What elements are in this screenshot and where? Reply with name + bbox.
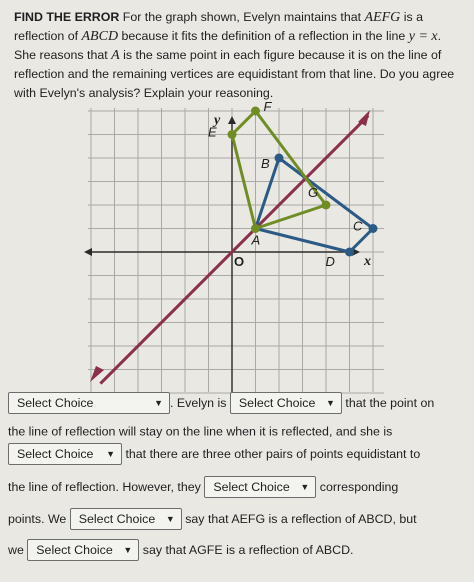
point-label-f: F bbox=[263, 99, 272, 114]
reflection-line-arrow-lower bbox=[90, 366, 104, 382]
x-axis-label: x bbox=[364, 254, 371, 269]
choice-select-5[interactable] bbox=[70, 508, 182, 530]
problem-text-4: . She reasons that bbox=[14, 29, 442, 62]
vertex-c bbox=[369, 224, 378, 233]
problem-text-3: because it fits the definition of a reflection in the line bbox=[118, 29, 409, 43]
choice-select-3[interactable] bbox=[8, 443, 122, 465]
choice-select-5-value: Select Choice bbox=[78, 512, 156, 526]
answer-text-5: the line of reflection. However, they bbox=[8, 480, 201, 494]
x-axis-arrow-left bbox=[84, 248, 92, 256]
answer-text-2: that the point on bbox=[345, 396, 435, 410]
line-equation: y = x bbox=[408, 29, 438, 44]
point-label-b: B bbox=[261, 156, 270, 171]
choice-select-1-value: Select Choice bbox=[17, 396, 94, 410]
point-label-a: A bbox=[251, 232, 261, 248]
vertex-e bbox=[228, 130, 237, 139]
vertex-g bbox=[322, 201, 331, 210]
problem-text-2: is a reflection of bbox=[14, 10, 424, 43]
problem-text-5: is the same point in each figure because it is on the line of reflection and the remaining vertices are equidistant from that line. Do you agree with Evelyn's analysis? Explain your reasoning. bbox=[14, 48, 455, 100]
vertex-f bbox=[251, 107, 260, 116]
y-axis-arrow bbox=[228, 116, 236, 124]
y-axis-label: y bbox=[214, 113, 221, 128]
choice-select-4[interactable] bbox=[204, 476, 316, 498]
answer-row-4 bbox=[8, 476, 466, 498]
vertex-b bbox=[275, 154, 284, 163]
coordinate-graph bbox=[88, 99, 384, 392]
choice-select-6-value: Select Choice bbox=[36, 543, 113, 557]
answer-text-1: . Evelyn is bbox=[170, 396, 227, 410]
figure-aefg-name: AEFG bbox=[364, 10, 401, 25]
point-a-ref: A bbox=[111, 48, 120, 63]
choice-select-6[interactable] bbox=[27, 539, 139, 561]
chevron-down-icon: ▼ bbox=[165, 514, 175, 524]
answer-row-3 bbox=[8, 443, 466, 465]
answer-text-9: we bbox=[8, 543, 24, 557]
point-label-e: E bbox=[208, 124, 217, 140]
problem-statement bbox=[14, 8, 460, 103]
answer-text-7: points. We bbox=[8, 512, 67, 526]
answer-row-6 bbox=[8, 539, 466, 561]
chevron-down-icon: ▼ bbox=[154, 398, 163, 408]
choice-select-4-value: Select Choice bbox=[213, 480, 290, 494]
chevron-down-icon: ▼ bbox=[106, 449, 115, 459]
point-label-d: D bbox=[325, 254, 335, 269]
choice-select-2[interactable] bbox=[230, 392, 342, 414]
answer-row-1 bbox=[8, 392, 466, 414]
origin-label: O bbox=[234, 254, 245, 269]
choice-select-2-value: Select Choice bbox=[238, 396, 316, 410]
answer-text-4: that there are three other pairs of points equidistant to bbox=[125, 447, 421, 461]
answer-text-10: say that AGFE is a reflection of ABCD. bbox=[142, 543, 354, 557]
point-label-c: C bbox=[353, 218, 363, 234]
problem-heading: FIND THE ERROR bbox=[14, 10, 120, 24]
point-label-g: G bbox=[308, 185, 319, 200]
vertex-d bbox=[345, 248, 354, 257]
answer-text-8: say that AEFG is a reflection of ABCD, but bbox=[185, 512, 417, 526]
chevron-down-icon: ▼ bbox=[300, 482, 310, 492]
answer-row-2 bbox=[8, 421, 466, 442]
answer-text-6: corresponding bbox=[319, 480, 399, 494]
answer-text-3: the line of reflection will stay on the line when it is reflected, and she is bbox=[8, 424, 393, 439]
chevron-down-icon: ▼ bbox=[123, 545, 133, 555]
problem-text-1: For the graph shown, Evelyn maintains that bbox=[119, 10, 365, 24]
reflection-line bbox=[100, 116, 368, 384]
answer-row-5 bbox=[8, 508, 466, 530]
chevron-down-icon: ▼ bbox=[326, 398, 335, 408]
choice-select-3-value: Select Choice bbox=[17, 447, 94, 461]
choice-select-1[interactable] bbox=[8, 392, 170, 414]
figure-abcd-name: ABCD bbox=[81, 29, 119, 44]
